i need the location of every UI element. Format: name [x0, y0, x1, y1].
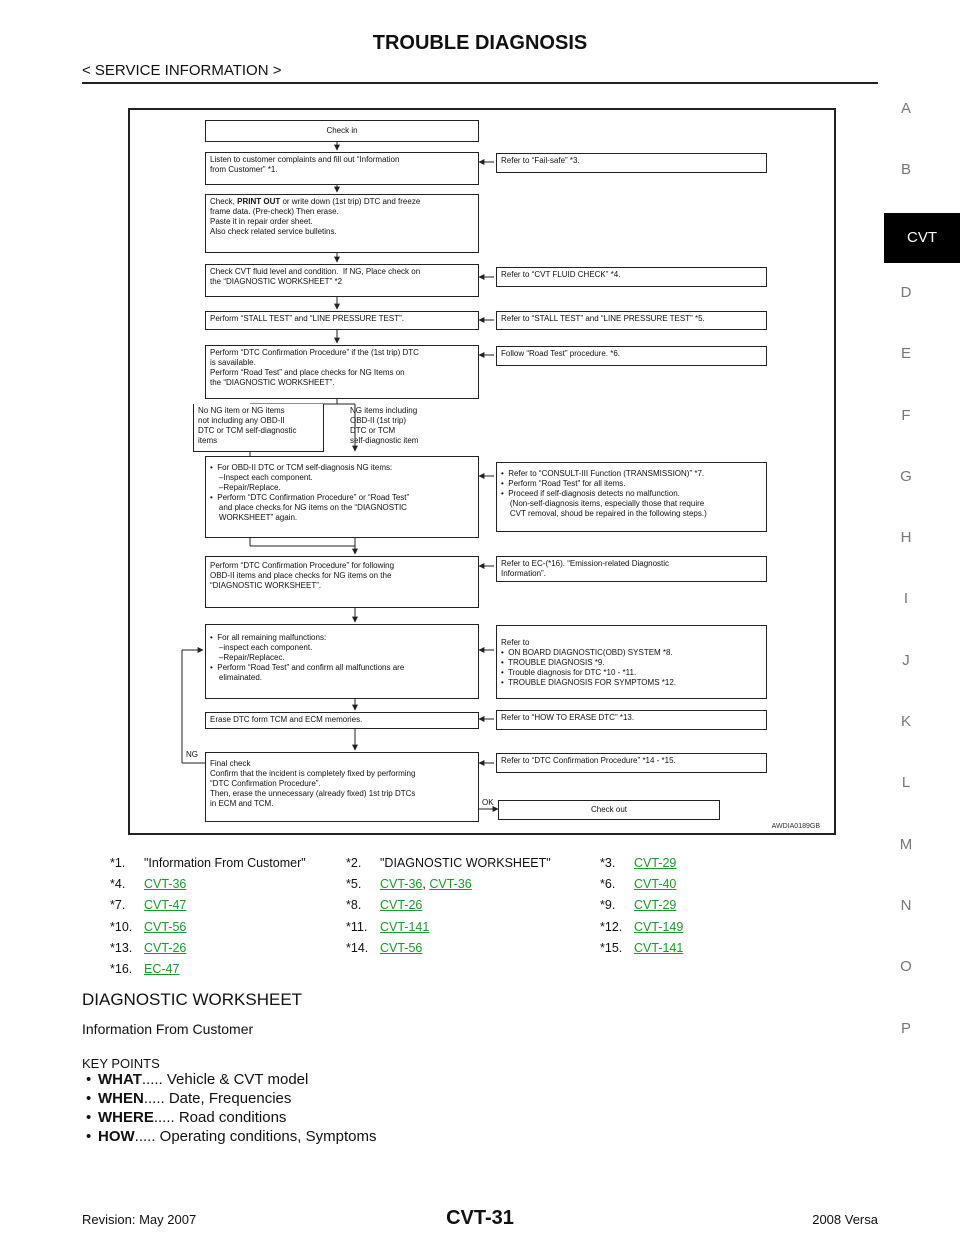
reference-link[interactable]: CVT-26: [380, 898, 423, 913]
reference-item: [110, 856, 306, 870]
flow-step-obd-confirm: Perform “DTC Confirmation Procedure” for following OBD-II items and place checks for NG items on the “DIAGNOSTIC WORKSHEET”.: [205, 556, 479, 608]
reference-link[interactable]: CVT-141: [634, 940, 684, 955]
key-points-title: KEY POINTS: [82, 1056, 160, 1071]
reference-key: *16.: [110, 962, 133, 976]
reference-link[interactable]: CVT-26: [144, 940, 187, 955]
flow-step-remaining: • For all remaining malfunctions: –inspect each component. –Repair/Replacec. • Perform “Road Test” and confirm all malfunctions are elimainated.: [205, 624, 479, 699]
side-index-letter: L: [901, 774, 911, 792]
key-point-text: ..... Operating conditions, Symptoms: [134, 1128, 377, 1145]
reference-link[interactable]: CVT-36: [429, 877, 472, 892]
flow-step-fluid-check: Check CVT fluid level and condition. If NG, Place check on the “DIAGNOSTIC WORKSHEET” *2: [205, 264, 479, 297]
flow-branch-no-ng: No NG item or NG items not including any OBD-II DTC or TCM self-diagnostic items: [193, 404, 324, 452]
side-index-letter: J: [902, 651, 910, 669]
key-point-item: [86, 1127, 376, 1146]
flow-step-erase-dtc: Erase DTC form TCM and ECM memories.: [205, 712, 479, 729]
reference-item: [110, 941, 186, 955]
key-point-label: HOW: [98, 1128, 135, 1145]
reference-item: [346, 856, 551, 870]
reference-key: *7.: [110, 898, 126, 913]
key-points-list: [86, 1070, 376, 1146]
flow-ok-label: OK: [482, 798, 494, 807]
flow-ref-fail-safe: Refer to “Fail-safe” *3.: [496, 153, 767, 173]
reference-item: [600, 856, 676, 870]
flow-ng-label: NG: [186, 750, 198, 759]
reference-item: [110, 898, 186, 912]
reference-key: *6.: [600, 877, 616, 892]
flow-step-final-check: Final check Confirm that the incident is completely fixed by performing “DTC Confirmation Procedure”. Then, erase the unnecessary (already fixed) 1st trip DTCs in ECM and TCM.: [205, 752, 479, 822]
reference-item: [110, 962, 179, 976]
key-point-label: WHEN: [98, 1090, 144, 1107]
figure-code: AWDIA0189GB: [771, 823, 820, 830]
reference-key: *10.: [110, 919, 133, 934]
flowchart-figure: [128, 108, 836, 835]
key-point-text: ..... Road conditions: [153, 1109, 287, 1126]
key-point-item: [86, 1070, 376, 1089]
page-title: TROUBLE DIAGNOSIS: [372, 32, 588, 54]
reference-text: "Information From Customer": [144, 856, 306, 870]
flow-step-customer-info: Listen to customer complaints and fill out “Information from Customer” *1.: [205, 152, 479, 185]
reference-item: [110, 877, 186, 891]
flow-branch-ng: NG items including OBD-II (1st trip) DTC or TCM self-diagnostic item: [350, 406, 419, 445]
reference-item: [346, 920, 429, 934]
flow-check-out: Check out: [498, 800, 720, 820]
reference-key: *14.: [346, 940, 369, 955]
bullet-icon: •: [86, 1128, 92, 1145]
footer-model: 2008 Versa: [812, 1212, 878, 1227]
reference-link[interactable]: CVT-141: [380, 919, 430, 934]
flow-ref-stall-test: Refer to “STALL TEST” and “LINE PRESSURE TEST” *5.: [496, 311, 767, 330]
side-index-letter: P: [900, 1019, 911, 1037]
side-index-letter: K: [900, 713, 911, 730]
flow-ref-erase-dtc: Refer to “HOW TO ERASE DTC” *13.: [496, 710, 767, 730]
reference-link[interactable]: CVT-29: [634, 856, 677, 870]
header-divider: [82, 82, 878, 84]
reference-key: *2.: [346, 856, 362, 870]
side-index-letter: F: [901, 406, 911, 424]
reference-key: *8.: [346, 898, 362, 913]
side-index-letter: G: [900, 467, 912, 485]
reference-text: "DIAGNOSTIC WORKSHEET": [380, 856, 551, 870]
section-heading: DIAGNOSTIC WORKSHEET: [82, 990, 303, 1009]
reference-item: *5.CVT-36, CVT-36: [346, 877, 472, 892]
key-point-item: [86, 1108, 376, 1127]
reference-key: *13.: [110, 940, 133, 955]
flow-ref-emission: Refer to EC-(*16). “Emission-related Diagnostic Information”.: [496, 556, 767, 582]
flow-ref-obd-system: Refer to • ON BOARD DIAGNOSTIC(OBD) SYSTEM *8. • TROUBLE DIAGNOSIS *9. • Trouble diagnosis for DTC *10 - *11. • TROUBLE DIAGNOSIS FOR SYMPTOMS *12.: [496, 625, 767, 699]
reference-key: *4.: [110, 877, 126, 892]
key-point-text: ..... Vehicle & CVT model: [141, 1071, 309, 1088]
reference-link[interactable]: CVT-36: [144, 877, 187, 892]
side-index-letter: H: [900, 529, 912, 547]
flow-check-in: Check in: [205, 120, 479, 142]
side-index-letter: E: [900, 345, 911, 363]
side-index-letter: I: [903, 590, 909, 608]
bullet-icon: •: [86, 1071, 92, 1088]
bullet-icon: •: [86, 1090, 92, 1107]
footer-page-number: CVT-31: [446, 1207, 514, 1229]
reference-item: [346, 941, 422, 955]
key-point-item: [86, 1089, 376, 1108]
reference-link[interactable]: CVT-149: [634, 919, 684, 934]
bullet-icon: •: [86, 1109, 92, 1126]
reference-link[interactable]: CVT-36: [380, 877, 423, 892]
flow-step-dtc-confirm: Perform “DTC Confirmation Procedure” if the (1st trip) DTC is savailable. Perform “Road Test” and place checks for NG Items on the “DIAGNOSTIC WORKSHEET”.: [205, 345, 479, 399]
key-point-label: WHERE: [98, 1109, 154, 1126]
reference-key: *15.: [600, 940, 623, 955]
reference-item: [600, 877, 676, 891]
reference-item: [346, 898, 422, 912]
flow-step-self-diagnosis: • For OBD-II DTC or TCM self-diagnosis NG items: –Inspect each component. –Repair/Replace. • Perform “DTC Confirmation Procedure” or “Road Test” and place checks for NG items on the “DIAGNOSTIC WORKSHEET” again.: [205, 456, 479, 538]
subsection-heading: Information From Customer: [82, 1021, 254, 1037]
reference-key: *1.: [110, 856, 126, 870]
side-index-letter: B: [900, 161, 911, 179]
side-index-tab-active: CVT: [884, 213, 960, 263]
reference-key: *11.: [346, 919, 368, 934]
side-index-letter: D: [900, 283, 912, 301]
reference-link[interactable]: CVT-40: [634, 877, 677, 892]
reference-item: [600, 898, 676, 912]
flow-ref-consult: • Refer to “CONSULT-III Function (TRANSMISSION)” *7. • Perform “Road Test” for all items. • Proceed if self-diagnosis detects no malfunction. (Non-self-diagnosis items, especially those that require CVT removal, shoud be repaired in the following steps.): [496, 462, 767, 532]
reference-item: [600, 941, 683, 955]
reference-item: [110, 920, 186, 934]
key-point-label: WHAT: [98, 1071, 142, 1088]
reference-key: *5.: [346, 877, 362, 892]
reference-link[interactable]: CVT-47: [144, 898, 187, 913]
reference-key: *9.: [600, 898, 616, 913]
flow-step-check-dtc: Check, PRINT OUT or write down (1st trip) DTC and freeze frame data. (Pre-check) Then erase. Paste it in repair order sheet. Also check related service bulletins.: [205, 194, 479, 253]
reference-key: *12.: [600, 919, 623, 934]
section-subtitle: < SERVICE INFORMATION >: [82, 62, 282, 79]
flow-ref-road-test: Follow “Road Test” procedure. *6.: [496, 346, 767, 366]
side-index-letter: M: [899, 835, 913, 853]
flow-ref-fluid-check: Refer to “CVT FLUID CHECK” *4.: [496, 267, 767, 287]
side-index-letter: A: [900, 100, 911, 117]
side-index-letter: N: [900, 896, 912, 914]
key-point-text: ..... Date, Frequencies: [143, 1090, 292, 1107]
reference-key: *3.: [600, 856, 616, 870]
footer-revision: Revision: May 2007: [82, 1212, 197, 1227]
reference-link[interactable]: CVT-56: [380, 940, 423, 955]
reference-item: [600, 920, 683, 934]
side-index-letter: O: [900, 958, 912, 976]
reference-link[interactable]: CVT-29: [634, 898, 677, 913]
flow-step-stall-test: Perform “STALL TEST” and “LINE PRESSURE TEST”.: [205, 311, 479, 330]
reference-link[interactable]: CVT-56: [144, 919, 187, 934]
flow-ref-dtc-confirm: Refer to “DTC Confirmation Procedure” *14 - *15.: [496, 753, 767, 773]
reference-link[interactable]: EC-47: [144, 962, 180, 976]
